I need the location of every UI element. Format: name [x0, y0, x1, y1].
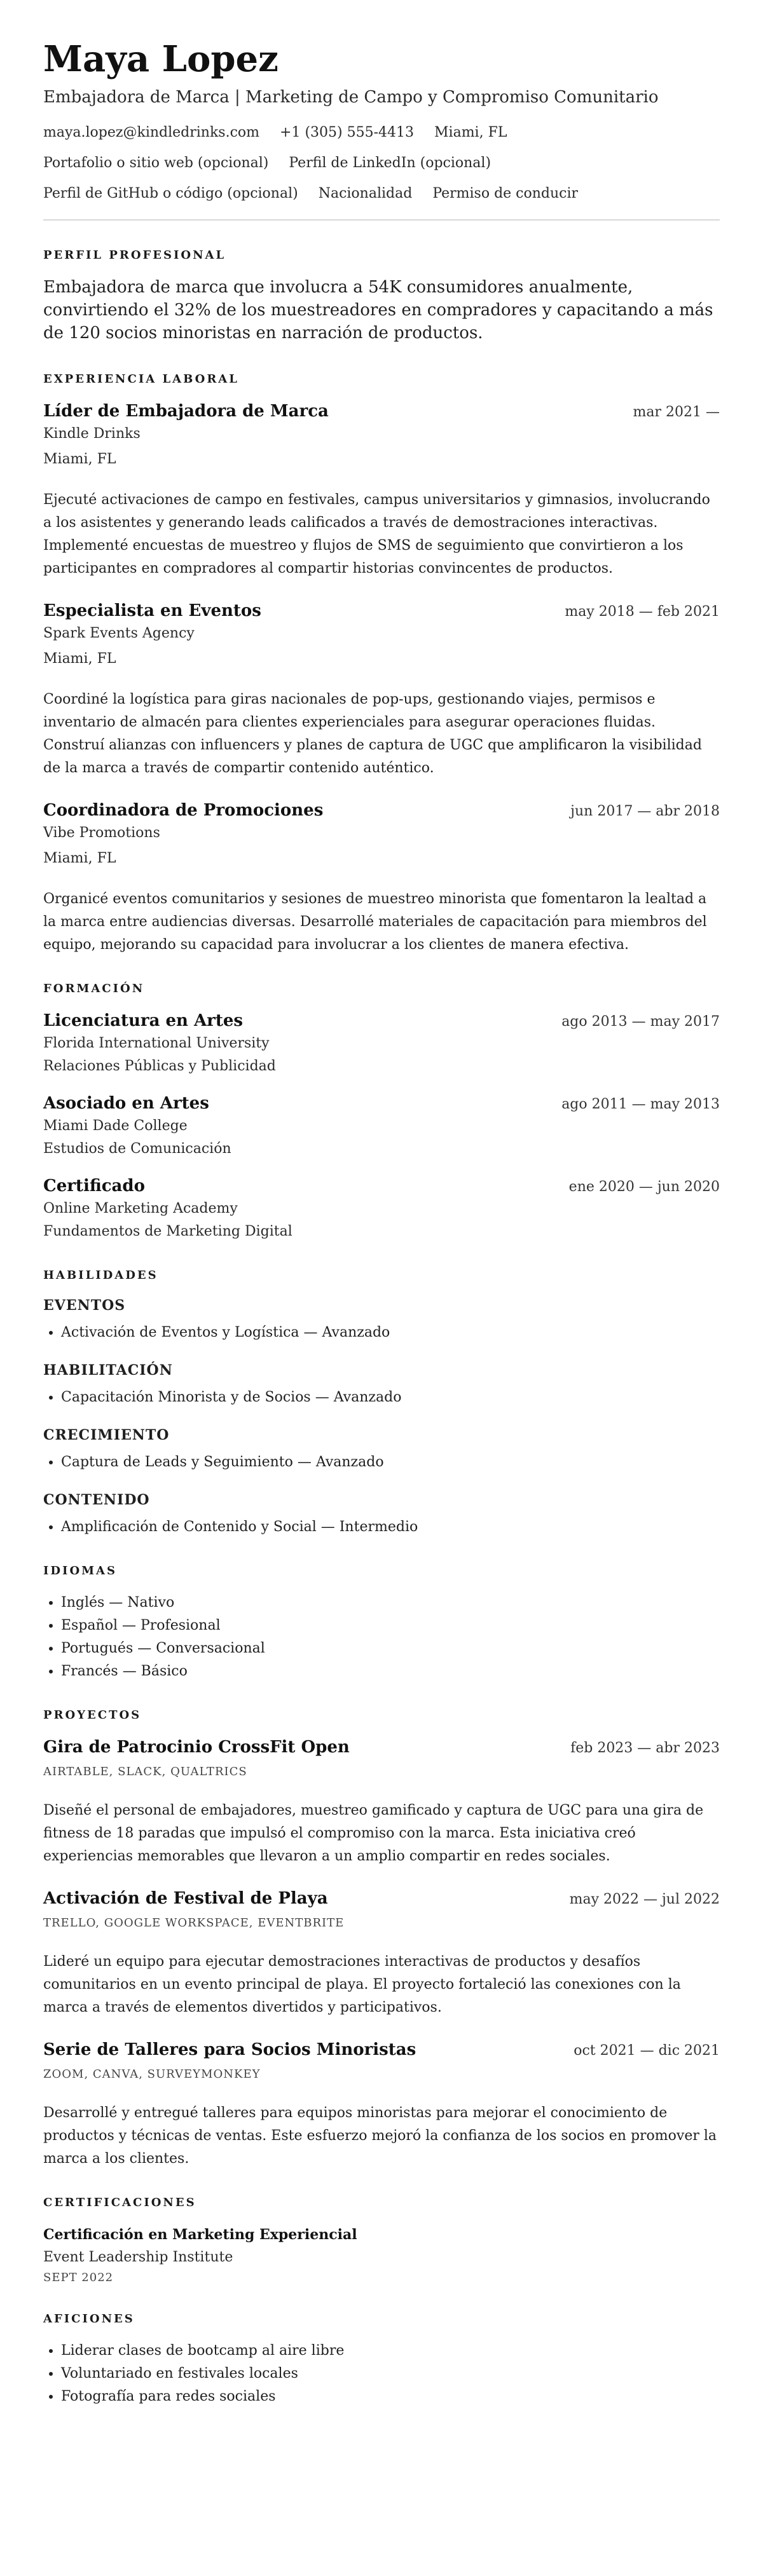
- project-name: Gira de Patrocinio CrossFit Open: [43, 1738, 350, 1757]
- skill-list: [43, 1451, 720, 1474]
- field-of-study: Relaciones Públicas y Publicidad: [43, 1058, 276, 1074]
- degree-title: Asociado en Artes: [43, 1094, 209, 1113]
- language-list: [43, 1591, 720, 1683]
- section-title: HABILIDADES: [43, 1269, 158, 1282]
- section-title: PERFIL PROFESIONAL: [43, 249, 226, 262]
- entry-header: [43, 599, 720, 622]
- language-item: • Inglés — Nativo: [61, 1591, 720, 1614]
- job-dates: may 2018 — feb 2021: [565, 604, 720, 620]
- company-name: Spark Events Agency: [43, 625, 195, 641]
- language-item: • Francés — Básico: [61, 1660, 720, 1683]
- project-tech: AIRTABLE, SLACK, QUALTRICS: [43, 1765, 247, 1778]
- field-of-study: Estudios de Comunicación: [43, 1141, 231, 1157]
- degree-dates: ago 2011 — may 2013: [561, 1096, 720, 1112]
- degree-dates: ago 2013 — may 2017: [561, 1014, 720, 1030]
- languages-section: [43, 1564, 720, 1683]
- field-of-study: Fundamentos de Marketing Digital: [43, 1223, 292, 1239]
- certification-issuer: Event Leadership Institute: [43, 2249, 233, 2265]
- project-description: Desarrollé y entregué talleres para equipos minoristas para mejorar el conocimiento de productos y técnicas de ventas. Este esfuerzo mejoró la confianza de los socios en promover la marca a los clientes.: [43, 2105, 717, 2167]
- job-dates: jun 2017 — abr 2018: [570, 803, 720, 819]
- section-title: AFICIONES: [43, 2312, 135, 2326]
- certification-date: SEPT 2022: [43, 2271, 114, 2284]
- education-section: [43, 982, 720, 1243]
- certification-name: Certificación en Marketing Experiencial: [43, 2226, 357, 2243]
- hobby-item: • Voluntariado en festivales locales: [61, 2362, 720, 2385]
- contact-line: [43, 182, 720, 205]
- entry-header: [43, 1887, 720, 1910]
- project-name: Serie de Talleres para Socios Minoristas: [43, 2040, 416, 2059]
- entry-header: [43, 799, 720, 822]
- skill-item: • Activación de Eventos y Logística — Avanzado: [61, 1321, 720, 1344]
- education-entry: [43, 1175, 720, 1243]
- skill-item: • Amplificación de Contenido y Social — Intermedio: [61, 1516, 720, 1539]
- job-location: Miami, FL: [43, 651, 116, 667]
- job-location: Miami, FL: [43, 850, 116, 866]
- section-title: IDIOMAS: [43, 1564, 118, 1578]
- job-location: Miami, FL: [43, 451, 116, 467]
- skill-list: [43, 1516, 720, 1539]
- hobbies-section: [43, 2312, 720, 2408]
- entry-header: [43, 1736, 720, 1759]
- entry-header: [43, 1009, 720, 1032]
- education-entry: [43, 1092, 720, 1161]
- entry-header: [43, 1175, 720, 1197]
- project-dates: feb 2023 — abr 2023: [570, 1740, 720, 1756]
- hobby-list: [43, 2340, 720, 2408]
- school-name: Florida International University: [43, 1035, 270, 1051]
- job-title: Líder de Embajadora de Marca: [43, 402, 329, 421]
- job-description: Organicé eventos comunitarios y sesiones de muestreo minorista que fomentaron la lealtad a la marca entre audiencias diversas. Desarrollé materiales de capacitación para miembros del equipo, mejorando su capacidad para involucrar a los clientes de manera efectiva.: [43, 891, 707, 953]
- candidate-name: Maya Lopez: [43, 38, 278, 80]
- skill-list: [43, 1386, 720, 1409]
- contact-github[interactable]: Perfil de GitHub o código (opcional): [43, 186, 298, 201]
- project-dates: oct 2021 — dic 2021: [574, 2043, 720, 2059]
- skill-item: • Capacitación Minorista y de Socios — Avanzado: [61, 1386, 720, 1409]
- contact-block: [43, 121, 720, 205]
- project-tech: ZOOM, CANVA, SURVEYMONKEY: [43, 2068, 261, 2081]
- job-title: Especialista en Eventos: [43, 601, 261, 620]
- skills-section: [43, 1269, 720, 1539]
- experience-entry: [43, 400, 720, 580]
- contact-linkedin[interactable]: Perfil de LinkedIn (opcional): [289, 155, 491, 171]
- school-name: Miami Dade College: [43, 1118, 188, 1134]
- skill-item: • Captura de Leads y Seguimiento — Avanzado: [61, 1451, 720, 1474]
- company-name: Kindle Drinks: [43, 426, 141, 442]
- project-description: Diseñé el personal de embajadores, muestreo gamificado y captura de UGC para una gira de fitness de 18 paradas que impulsó el compromiso con la marca. Esta iniciativa creó experiencias memorables que llevaron a un amplio compartir en redes sociales.: [43, 1803, 704, 1864]
- skill-group-title: EVENTOS: [43, 1297, 126, 1314]
- entry-header: [43, 400, 720, 423]
- project-tech: TRELLO, GOOGLE WORKSPACE, EVENTBRITE: [43, 1916, 345, 1930]
- education-entry: [43, 1009, 720, 1078]
- project-description: Lideré un equipo para ejecutar demostraciones interactivas de productos y desafíos comunitarios en un evento principal de playa. El proyecto fortaleció las conexiones con la marca a través de elementos divertidos y participativos.: [43, 1954, 681, 2015]
- experience-section: [43, 372, 720, 957]
- section-title: CERTIFICACIONES: [43, 2196, 196, 2209]
- job-title: Coordinadora de Promociones: [43, 801, 324, 820]
- contact-line: [43, 121, 720, 144]
- skill-group-title: HABILITACIÓN: [43, 1362, 173, 1379]
- project-entry: [43, 1887, 720, 2019]
- job-description: Ejecuté activaciones de campo en festivales, campus universitarios y gimnasios, involucrando a los asistentes y generando leads calificados a través de demostraciones interactivas. Implementé encuestas de muestreo y flujos de SMS de seguimiento que convirtieron a los participantes en compradores al compartir historias convincentes de productos.: [43, 492, 710, 576]
- experience-entry: [43, 799, 720, 957]
- contact-portfolio[interactable]: Portafolio o sitio web (opcional): [43, 155, 269, 171]
- degree-title: Certificado: [43, 1176, 145, 1196]
- contact-nationality: Nacionalidad: [318, 186, 413, 201]
- header-divider: [43, 219, 720, 221]
- contact-license: Permiso de conducir: [432, 186, 579, 201]
- job-dates: mar 2021 —: [633, 404, 720, 420]
- school-name: Online Marketing Academy: [43, 1201, 238, 1216]
- language-item: • Español — Profesional: [61, 1614, 720, 1637]
- hobby-item: • Fotografía para redes sociales: [61, 2385, 720, 2408]
- section-title: PROYECTOS: [43, 1708, 142, 1722]
- summary-section: [43, 249, 720, 344]
- degree-dates: ene 2020 — jun 2020: [568, 1179, 720, 1195]
- company-name: Vibe Promotions: [43, 825, 160, 841]
- entry-header: [43, 2038, 720, 2061]
- project-name: Activación de Festival de Playa: [43, 1889, 328, 1908]
- experience-entry: [43, 599, 720, 780]
- hobby-item: • Liderar clases de bootcamp al aire libre: [61, 2340, 720, 2362]
- entry-header: [43, 1092, 720, 1115]
- resume-header: [43, 35, 720, 205]
- language-item: • Portugués — Conversacional: [61, 1637, 720, 1660]
- contact-location: Miami, FL: [434, 125, 507, 140]
- skill-list: [43, 1321, 720, 1344]
- project-dates: may 2022 — jul 2022: [569, 1891, 720, 1907]
- projects-section: [43, 1708, 720, 2171]
- headline: Embajadora de Marca | Marketing de Campo y Compromiso Comunitario: [43, 88, 659, 107]
- section-title: FORMACIÓN: [43, 982, 145, 995]
- summary-text: Embajadora de marca que involucra a 54K consumidores anualmente, convirtiendo el 32% de los muestreadores en compradores y capacitando a más de 120 socios minoristas en narración de productos.: [43, 278, 713, 343]
- project-entry: [43, 2038, 720, 2171]
- skill-group-title: CONTENIDO: [43, 1492, 150, 1508]
- contact-phone[interactable]: +1 (305) 555-4413: [280, 125, 415, 140]
- certification-entry: [43, 2223, 720, 2287]
- section-title: EXPERIENCIA LABORAL: [43, 372, 239, 386]
- contact-email[interactable]: maya.lopez@kindledrinks.com: [43, 125, 260, 140]
- certifications-section: [43, 2196, 720, 2287]
- degree-title: Licenciatura en Artes: [43, 1011, 244, 1030]
- job-description: Coordiné la logística para giras nacionales de pop-ups, gestionando viajes, permisos e inventario de almacén para clientes experienciales para asegurar operaciones fluidas. Construí alianzas con influencers y planes de captura de UGC que amplificaron la visibilidad de la marca a través de compartir contenido auténtico.: [43, 692, 702, 776]
- project-entry: [43, 1736, 720, 1868]
- skill-group-title: CRECIMIENTO: [43, 1427, 170, 1443]
- contact-line: [43, 152, 720, 175]
